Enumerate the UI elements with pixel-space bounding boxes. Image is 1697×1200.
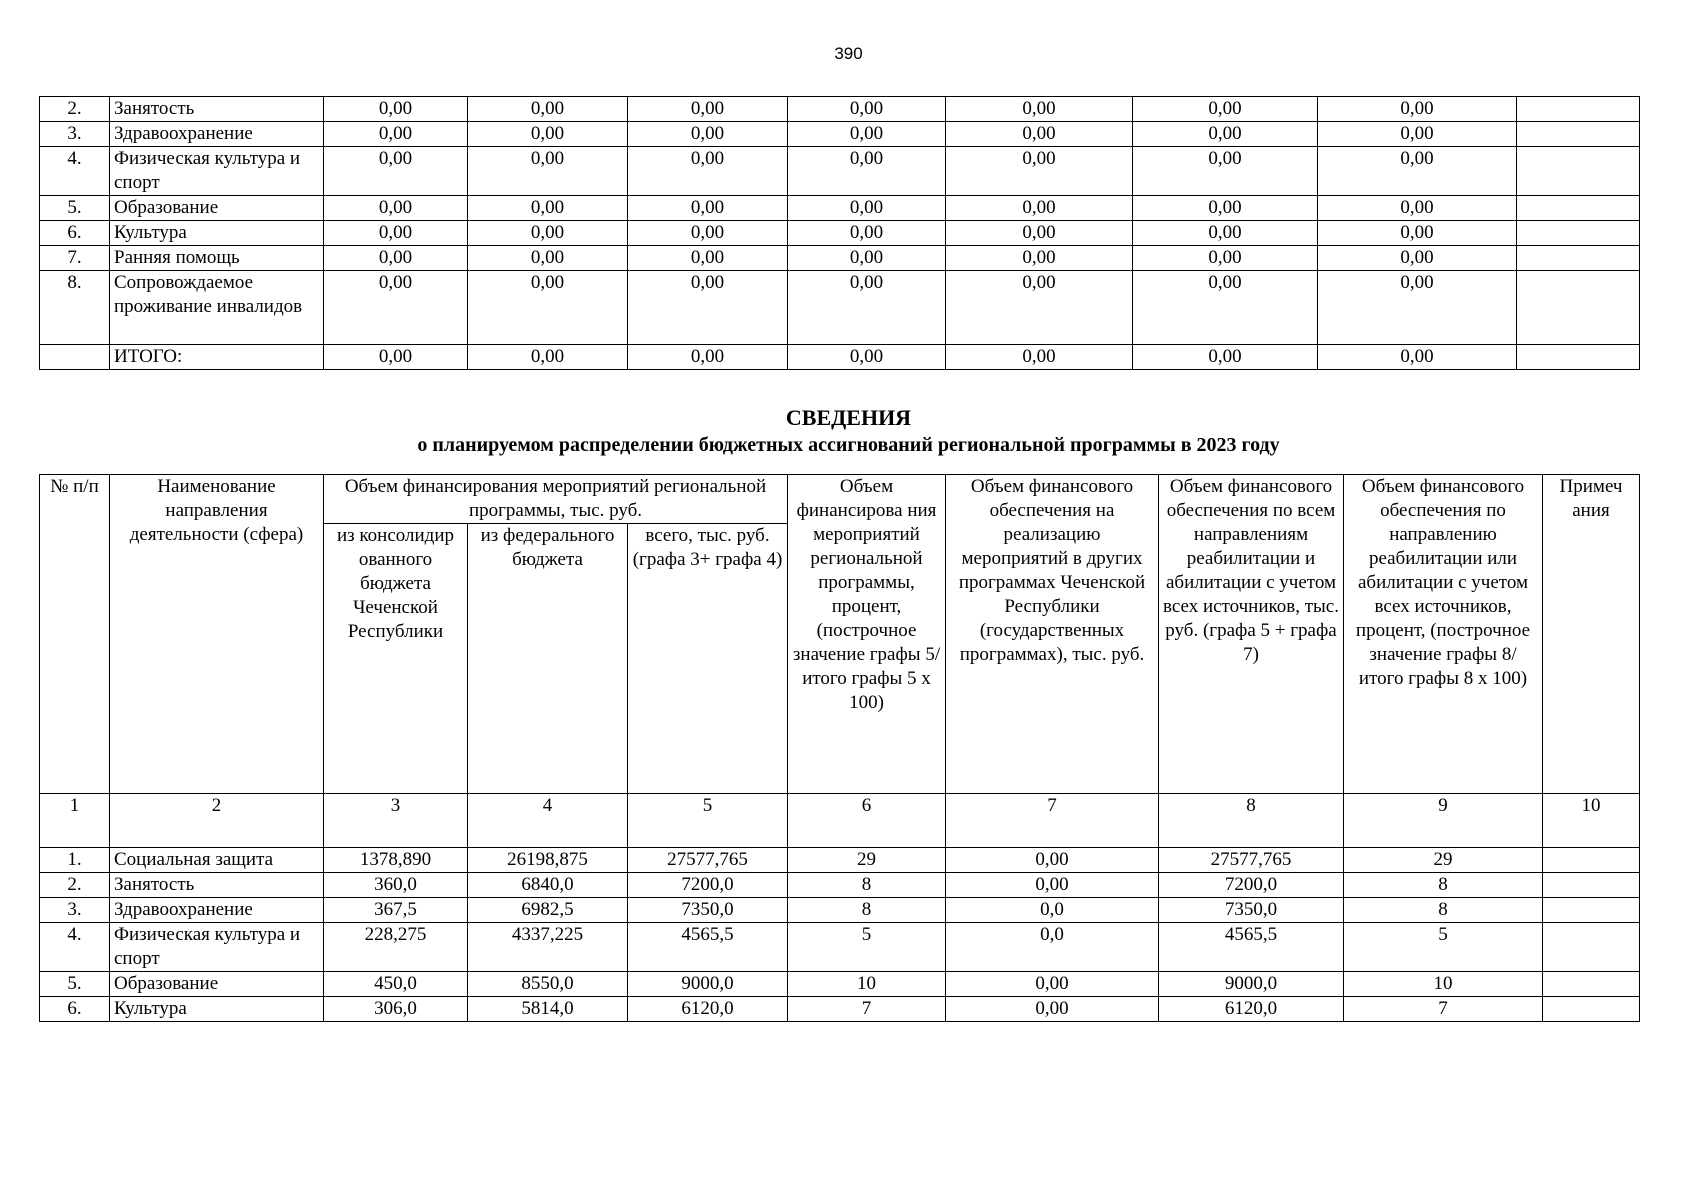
row-note <box>1517 345 1640 370</box>
row-name: Физическая культура и спорт <box>110 147 324 196</box>
row-value: 8 <box>1344 898 1543 923</box>
row-value: 6120,0 <box>628 997 788 1022</box>
row-value: 4565,5 <box>628 923 788 972</box>
row-note <box>1517 221 1640 246</box>
row-number: 5. <box>40 972 110 997</box>
table-row <box>40 221 1640 246</box>
row-note <box>1543 997 1640 1022</box>
row-value: 0,00 <box>788 271 946 345</box>
row-value: 0,00 <box>1318 345 1517 370</box>
table-row <box>40 972 1640 997</box>
section-title: СВЕДЕНИЯ <box>785 405 912 430</box>
row-value: 0,00 <box>468 147 628 196</box>
header-funding-group: Объем финансирования мероприятий региональной программы, тыс. руб. <box>324 475 788 524</box>
row-value: 0,00 <box>468 246 628 271</box>
row-value: 0,00 <box>324 97 468 122</box>
row-number: 2. <box>40 873 110 898</box>
row-value: 450,0 <box>324 972 468 997</box>
table-row <box>40 898 1640 923</box>
row-value: 0,00 <box>628 221 788 246</box>
row-note <box>1543 972 1640 997</box>
row-value: 26198,875 <box>468 848 628 873</box>
row-value: 0,00 <box>1133 246 1318 271</box>
row-value: 0,00 <box>946 147 1133 196</box>
row-number: 6. <box>40 221 110 246</box>
row-number: 3. <box>40 122 110 147</box>
table-row <box>40 147 1640 196</box>
row-value: 29 <box>1344 848 1543 873</box>
row-value: 0,00 <box>788 196 946 221</box>
row-value: 8550,0 <box>468 972 628 997</box>
column-number: 5 <box>628 794 788 848</box>
row-name: Занятость <box>110 873 324 898</box>
row-value: 0,00 <box>946 271 1133 345</box>
header-col8: Объем финансового обеспечения по всем направлениям реабилитации и абилитации с учетом всех источников, тыс. руб. (графа 5 + графа 7) <box>1159 475 1344 794</box>
row-value: 0,0 <box>946 923 1159 972</box>
header-col7: Объем финансового обеспечения на реализацию мероприятий в других программах Чеченской Республики (государственных программах), тыс. руб. <box>946 475 1159 794</box>
row-value: 7200,0 <box>1159 873 1344 898</box>
row-value: 4565,5 <box>1159 923 1344 972</box>
row-name: Здравоохранение <box>110 898 324 923</box>
column-number: 4 <box>468 794 628 848</box>
row-value: 6982,5 <box>468 898 628 923</box>
top-table <box>39 96 1640 370</box>
table-row <box>40 923 1640 972</box>
row-value: 0,00 <box>1318 196 1517 221</box>
table-row <box>40 345 1640 370</box>
column-number-row <box>40 794 1640 848</box>
row-value: 0,00 <box>1133 196 1318 221</box>
header-col3: из консолидир ованного бюджета Чеченской Республики <box>324 524 468 794</box>
table-row <box>40 271 1640 345</box>
row-value: 0,00 <box>1133 221 1318 246</box>
table-row <box>40 997 1640 1022</box>
row-value: 10 <box>1344 972 1543 997</box>
column-number: 3 <box>324 794 468 848</box>
row-value: 0,00 <box>946 221 1133 246</box>
row-value: 0,00 <box>324 221 468 246</box>
header-num: № п/п <box>40 475 110 794</box>
column-number: 7 <box>946 794 1159 848</box>
row-value: 0,00 <box>1318 122 1517 147</box>
row-name: Социальная защита <box>110 848 324 873</box>
row-value: 0,00 <box>946 972 1159 997</box>
row-value: 0,00 <box>324 246 468 271</box>
row-value: 7200,0 <box>628 873 788 898</box>
row-number: 4. <box>40 147 110 196</box>
table-row <box>40 122 1640 147</box>
row-value: 0,00 <box>788 147 946 196</box>
row-name: ИТОГО: <box>110 345 324 370</box>
table-row <box>40 873 1640 898</box>
row-value: 6840,0 <box>468 873 628 898</box>
row-value: 0,00 <box>324 271 468 345</box>
row-value: 0,00 <box>628 271 788 345</box>
row-note <box>1517 97 1640 122</box>
header-col10: Примеч ания <box>1543 475 1640 794</box>
row-value: 228,275 <box>324 923 468 972</box>
row-number <box>40 345 110 370</box>
bottom-table <box>39 474 1640 1022</box>
row-note <box>1517 196 1640 221</box>
row-number: 5. <box>40 196 110 221</box>
row-value: 7350,0 <box>628 898 788 923</box>
table-row <box>40 196 1640 221</box>
column-number: 6 <box>788 794 946 848</box>
row-value: 6120,0 <box>1159 997 1344 1022</box>
row-value: 0,00 <box>628 122 788 147</box>
row-value: 7350,0 <box>1159 898 1344 923</box>
row-value: 0,00 <box>946 122 1133 147</box>
row-value: 10 <box>788 972 946 997</box>
row-value: 0,00 <box>788 97 946 122</box>
row-value: 0,00 <box>946 345 1133 370</box>
row-value: 0,00 <box>468 271 628 345</box>
row-value: 9000,0 <box>628 972 788 997</box>
column-number: 9 <box>1344 794 1543 848</box>
row-value: 0,00 <box>628 345 788 370</box>
row-value: 8 <box>1344 873 1543 898</box>
row-value: 0,00 <box>1318 271 1517 345</box>
row-value: 0,00 <box>946 97 1133 122</box>
row-value: 0,00 <box>788 221 946 246</box>
header-name: Наименование направления деятельности (сфера) <box>110 475 324 794</box>
row-number: 6. <box>40 997 110 1022</box>
row-note <box>1517 122 1640 147</box>
row-number: 1. <box>40 848 110 873</box>
row-value: 0,00 <box>788 345 946 370</box>
column-number: 8 <box>1159 794 1344 848</box>
row-value: 360,0 <box>324 873 468 898</box>
row-value: 306,0 <box>324 997 468 1022</box>
row-value: 29 <box>788 848 946 873</box>
row-value: 0,00 <box>1133 271 1318 345</box>
row-value: 27577,765 <box>1159 848 1344 873</box>
row-note <box>1517 271 1640 345</box>
row-value: 0,00 <box>1133 345 1318 370</box>
row-value: 0,00 <box>1318 221 1517 246</box>
table-row <box>40 848 1640 873</box>
row-name: Здравоохранение <box>110 122 324 147</box>
row-note <box>1543 923 1640 972</box>
row-value: 8 <box>788 873 946 898</box>
row-value: 0,00 <box>946 997 1159 1022</box>
row-value: 8 <box>788 898 946 923</box>
row-value: 0,00 <box>788 246 946 271</box>
row-name: Культура <box>110 997 324 1022</box>
row-note <box>1543 898 1640 923</box>
column-number: 10 <box>1543 794 1640 848</box>
row-value: 27577,765 <box>628 848 788 873</box>
row-value: 0,00 <box>1318 97 1517 122</box>
row-value: 0,00 <box>468 97 628 122</box>
row-value: 0,00 <box>788 122 946 147</box>
row-name: Физическая культура и спорт <box>110 923 324 972</box>
row-value: 0,00 <box>1318 246 1517 271</box>
row-value: 367,5 <box>324 898 468 923</box>
row-value: 0,00 <box>468 196 628 221</box>
row-name: Образование <box>110 196 324 221</box>
row-value: 7 <box>788 997 946 1022</box>
section-subtitle: о планируемом распределении бюджетных ассигнований региональной программы в 2023 году <box>417 434 1280 456</box>
row-note <box>1543 873 1640 898</box>
row-value: 4337,225 <box>468 923 628 972</box>
row-name: Сопровождаемое проживание инвалидов <box>110 271 324 345</box>
header-row-1 <box>40 475 1640 524</box>
row-name: Ранняя помощь <box>110 246 324 271</box>
header-col6: Объем финансирова ния мероприятий региональной программы, процент, (построчное значение графы 5/ итого графы 5 х 100) <box>788 475 946 794</box>
row-name: Культура <box>110 221 324 246</box>
row-value: 5 <box>788 923 946 972</box>
row-number: 3. <box>40 898 110 923</box>
row-note <box>1543 848 1640 873</box>
row-value: 0,00 <box>1133 122 1318 147</box>
row-value: 9000,0 <box>1159 972 1344 997</box>
row-value: 0,00 <box>1133 97 1318 122</box>
page-number: 390 <box>834 44 863 63</box>
row-value: 7 <box>1344 997 1543 1022</box>
column-number: 1 <box>40 794 110 848</box>
row-number: 7. <box>40 246 110 271</box>
row-value: 0,00 <box>628 246 788 271</box>
row-value: 0,00 <box>946 196 1133 221</box>
header-col9: Объем финансового обеспечения по направлению реабилитации или абилитации с учетом всех источников, процент, (построчное значение графы 8/ итого графы 8 х 100) <box>1344 475 1543 794</box>
row-value: 0,0 <box>946 898 1159 923</box>
row-value: 0,00 <box>468 345 628 370</box>
row-value: 0,00 <box>324 147 468 196</box>
row-name: Занятость <box>110 97 324 122</box>
header-col5: всего, тыс. руб. (графа 3+ графа 4) <box>628 524 788 794</box>
row-value: 0,00 <box>468 122 628 147</box>
row-number: 8. <box>40 271 110 345</box>
row-value: 1378,890 <box>324 848 468 873</box>
row-value: 0,00 <box>628 196 788 221</box>
row-value: 0,00 <box>628 147 788 196</box>
row-value: 0,00 <box>628 97 788 122</box>
row-number: 2. <box>40 97 110 122</box>
row-value: 0,00 <box>1133 147 1318 196</box>
table-row <box>40 246 1640 271</box>
row-note <box>1517 147 1640 196</box>
row-number: 4. <box>40 923 110 972</box>
row-name: Образование <box>110 972 324 997</box>
row-value: 0,00 <box>324 122 468 147</box>
row-value: 0,00 <box>324 345 468 370</box>
row-value: 5 <box>1344 923 1543 972</box>
header-col4: из федерального бюджета <box>468 524 628 794</box>
row-value: 0,00 <box>324 196 468 221</box>
row-value: 0,00 <box>1318 147 1517 196</box>
row-value: 0,00 <box>946 246 1133 271</box>
row-value: 0,00 <box>468 221 628 246</box>
row-note <box>1517 246 1640 271</box>
row-value: 0,00 <box>946 873 1159 898</box>
row-value: 0,00 <box>946 848 1159 873</box>
table-row <box>40 97 1640 122</box>
row-value: 5814,0 <box>468 997 628 1022</box>
column-number: 2 <box>110 794 324 848</box>
